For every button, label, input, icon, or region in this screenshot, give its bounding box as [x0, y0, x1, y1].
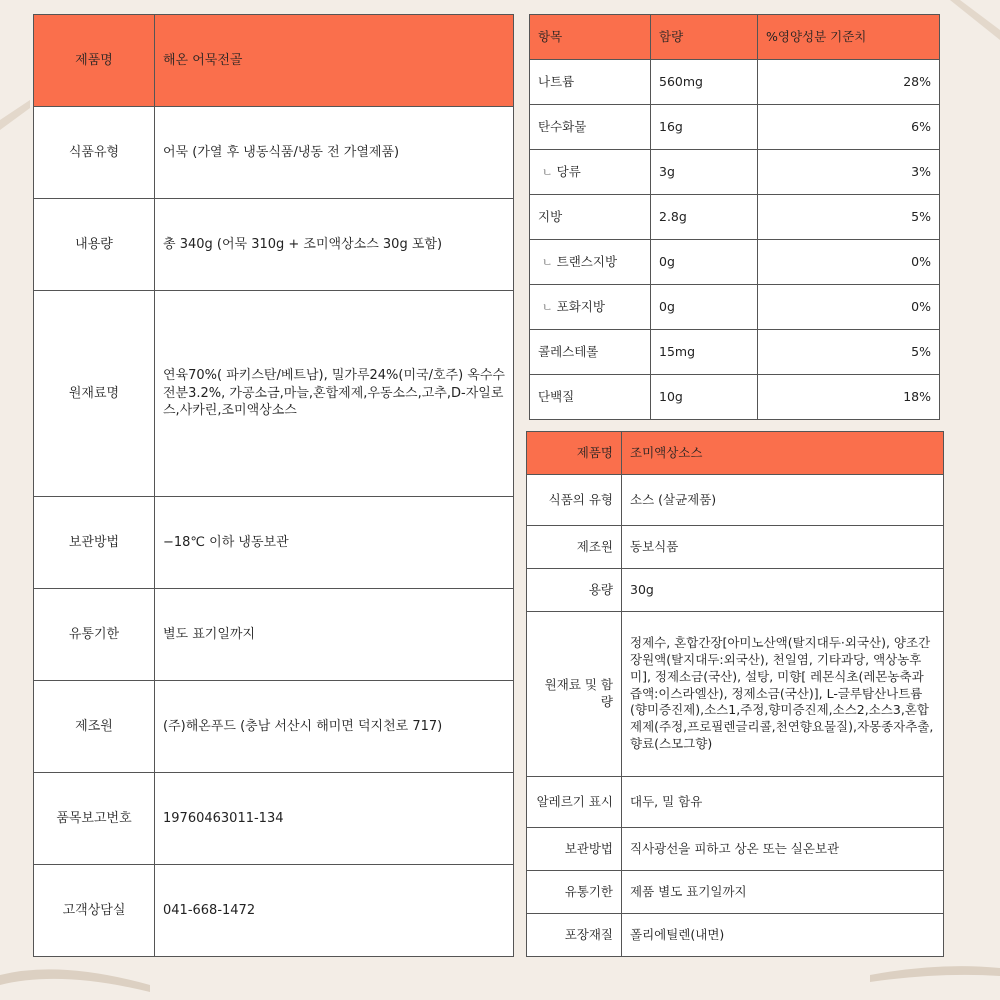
table-row: [34, 199, 514, 291]
table-row: [34, 291, 514, 497]
table-row: [527, 777, 944, 828]
table-row: [34, 865, 514, 957]
nutrient-percent: 5%: [758, 330, 940, 375]
ingredients-value: 연육70%( 파키스탄/베트남), 밀가루24%(미국/호주) 옥수수전분3.2%, 가공소금,마늘,혼합제제,우동소스,고추,D-자일로스,사카린,조미액상소스: [155, 291, 514, 497]
packaging-value: 폴리에틸렌(내면): [622, 914, 944, 957]
sub-item-marker: ㄴ: [542, 255, 553, 269]
nutrition-table: [529, 14, 940, 420]
manufacturer-value: (주)해온푸드 (충남 서산시 해미면 덕지천로 717): [155, 681, 514, 773]
nutrient-amount: 16g: [651, 105, 758, 150]
table-row: [530, 375, 940, 420]
sub-item-marker: ㄴ: [542, 165, 553, 179]
nutrient-name: 포화지방: [556, 298, 605, 314]
table-row: [530, 195, 940, 240]
nutrient-name: 지방: [530, 195, 651, 240]
expiry-label: 유통기한: [34, 589, 155, 681]
column-header-amount: 함량: [651, 15, 758, 60]
column-header-item: 항목: [530, 15, 651, 60]
product-info-table: [33, 14, 514, 957]
nutrient-percent: 0%: [758, 240, 940, 285]
table-row: [527, 432, 944, 475]
table-row: [530, 285, 940, 330]
nutrient-name: 콜레스테롤: [530, 330, 651, 375]
table-row: [34, 681, 514, 773]
sauce-info-table: [526, 431, 944, 957]
sauce-volume-label: 용량: [527, 569, 622, 612]
allergy-value: 대두, 밀 함유: [622, 777, 944, 828]
customer-service-label: 고객상담실: [34, 865, 155, 957]
sauce-storage-label: 보관방법: [527, 828, 622, 871]
sauce-name-value: 조미액상소스: [622, 432, 944, 475]
product-name-label: 제품명: [34, 15, 155, 107]
sauce-volume-value: 30g: [622, 569, 944, 612]
nutrient-percent: 0%: [758, 285, 940, 330]
sauce-manufacturer-label: 제조원: [527, 526, 622, 569]
report-number-value: 19760463011-134: [155, 773, 514, 865]
table-row: [530, 105, 940, 150]
sauce-ingredients-label: 원재료 및 함량: [527, 612, 622, 777]
ingredients-label: 원재료명: [34, 291, 155, 497]
table-row: [527, 914, 944, 957]
report-number-label: 품목보고번호: [34, 773, 155, 865]
nutrient-percent: 28%: [758, 60, 940, 105]
table-row: [34, 107, 514, 199]
table-row: [34, 497, 514, 589]
contents-label: 내용량: [34, 199, 155, 291]
sauce-type-label: 식품의 유형: [527, 475, 622, 526]
contents-value: 총 340g (어묵 310g + 조미액상소스 30g 포함): [155, 199, 514, 291]
table-row: [530, 150, 940, 195]
nutrient-percent: 18%: [758, 375, 940, 420]
manufacturer-label: 제조원: [34, 681, 155, 773]
table-header-row: [530, 15, 940, 60]
food-type-value: 어묵 (가열 후 냉동식품/냉동 전 가열제품): [155, 107, 514, 199]
table-row: [530, 330, 940, 375]
sauce-ingredients-value: 정제수, 혼합간장[아미노산액(탈지대두·외국산), 양조간장원액(탈지대두:외국산), 천일염, 기타과당, 액상농후미], 정제소금(국산), 설탕, 미향[ 레몬식초(레몬농축과즙액:이스라엘산), 정제소금(국산)], L-글루탐산나트륨(향미증진제),소스1,주정,향미증진제,소스2,소스3,혼합제제(주정,프로필렌글리콜,천연향요물질),자몽종자추출,향료(스모그향): [622, 612, 944, 777]
nutrient-name: 당류: [556, 163, 581, 179]
nutrient-sub-cell: [530, 285, 651, 330]
packaging-label: 포장재질: [527, 914, 622, 957]
table-row: [527, 475, 944, 526]
sauce-manufacturer-value: 동보식품: [622, 526, 944, 569]
table-row: [527, 871, 944, 914]
nutrient-name: 탄수화물: [530, 105, 651, 150]
table-row: [34, 589, 514, 681]
nutrient-amount: 0g: [651, 285, 758, 330]
column-header-percent: %영양성분 기준치: [758, 15, 940, 60]
nutrient-percent: 6%: [758, 105, 940, 150]
table-row: [527, 828, 944, 871]
customer-service-value: 041-668-1472: [155, 865, 514, 957]
nutrient-name: 트랜스지방: [556, 253, 618, 269]
table-row: [34, 15, 514, 107]
sub-item-marker: ㄴ: [542, 300, 553, 314]
nutrient-amount: 560mg: [651, 60, 758, 105]
food-type-label: 식품유형: [34, 107, 155, 199]
nutrient-sub-cell: [530, 240, 651, 285]
sauce-expiry-value: 제품 별도 표기일까지: [622, 871, 944, 914]
table-row: [34, 773, 514, 865]
storage-value: −18℃ 이하 냉동보관: [155, 497, 514, 589]
sauce-expiry-label: 유통기한: [527, 871, 622, 914]
storage-label: 보관방법: [34, 497, 155, 589]
nutrient-name: 단백질: [530, 375, 651, 420]
table-row: [527, 526, 944, 569]
nutrient-amount: 3g: [651, 150, 758, 195]
table-row: [527, 612, 944, 777]
nutrient-percent: 3%: [758, 150, 940, 195]
nutrient-name: 나트륨: [530, 60, 651, 105]
nutrient-amount: 10g: [651, 375, 758, 420]
nutrient-amount: 0g: [651, 240, 758, 285]
expiry-value: 별도 표기일까지: [155, 589, 514, 681]
sauce-type-value: 소스 (살균제품): [622, 475, 944, 526]
product-name-value: 해온 어묵전골: [155, 15, 514, 107]
sauce-storage-value: 직사광선을 피하고 상온 또는 실온보관: [622, 828, 944, 871]
table-row: [530, 240, 940, 285]
nutrient-percent: 5%: [758, 195, 940, 240]
table-row: [530, 60, 940, 105]
nutrient-sub-cell: [530, 150, 651, 195]
nutrient-amount: 2.8g: [651, 195, 758, 240]
nutrient-amount: 15mg: [651, 330, 758, 375]
allergy-label: 알레르기 표시: [527, 777, 622, 828]
table-row: [527, 569, 944, 612]
sauce-name-label: 제품명: [527, 432, 622, 475]
